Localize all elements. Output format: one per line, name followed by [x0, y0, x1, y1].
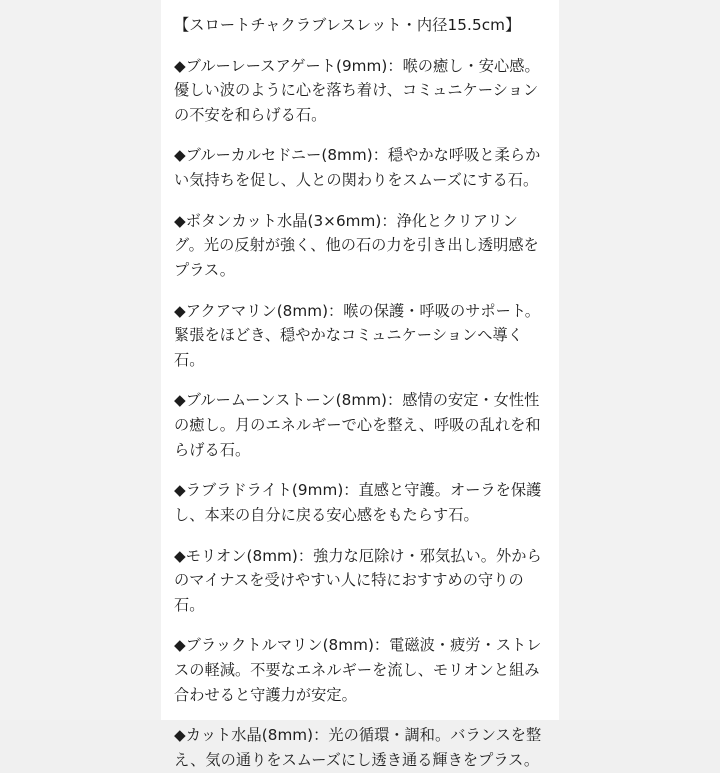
- stone-entry-blue-lace-agate: [174, 54, 547, 128]
- stone-entry-blue-moonstone: [174, 388, 547, 462]
- stone-entry-black-tourmaline: [174, 633, 547, 707]
- stone-entry-aquamarine: [174, 299, 547, 373]
- stone-entry-text: ◆モリオン(8mm)：強力な厄除け・邪気払い。外からのマイナスを受けやすい人に特におすすめの守りの石。: [174, 546, 542, 614]
- stone-entry-text: ◆ブラックトルマリン(8mm)：電磁波・疲労・ストレスの軽減。不要なエネルギーを流し、モリオンと組み合わせると守護力が安定。: [174, 636, 542, 704]
- stone-entry-cut-crystal: [174, 723, 547, 772]
- stone-entry-blue-chalcedony: [174, 143, 547, 192]
- document-sheet: [161, 0, 559, 769]
- stone-entry-text: ◆ボタンカット水晶(3×6mm)：浄化とクリアリング。光の反射が強く、他の石の力を引き出し透明感をプラス。: [174, 211, 539, 279]
- stone-entry-labradorite: [174, 478, 547, 527]
- stone-entry-text: ◆ラブラドライト(9mm)：直感と守護。オーラを保護し、本来の自分に戻る安心感をもたらす石。: [174, 481, 542, 524]
- document-title: 【スロートチャクラブレスレット・内径15.5cm】: [174, 16, 521, 34]
- stone-entry-text: ◆ブルーカルセドニー(8mm)：穏やかな呼吸と柔らかい気持ちを促し、人との関わりをスムーズにする石。: [174, 146, 541, 190]
- stone-entry-morion: [174, 544, 547, 618]
- stone-entry-text: ◆アクアマリン(8mm)：喉の保護・呼吸のサポート。緊張をほどき、穏やかなコミュニケーションへ導く石。: [174, 301, 541, 369]
- stone-entry-text: ◆カット水晶(8mm)：光の循環・調和。バランスを整え、気の通りをスムーズにし透き通る輝きをプラス。: [174, 726, 542, 769]
- stone-entry-button-cut-crystal: [174, 209, 547, 283]
- stone-entry-text: ◆ブルームーンストーン(8mm)：感情の安定・女性性の癒し。月のエネルギーで心を整え、呼吸の乱れを和らげる石。: [174, 391, 541, 459]
- stone-entry-text: ◆ブルーレースアゲート(9mm)：喉の癒し・安心感。優しい波のように心を落ち着け、コミュニケーションの不安を和らげる石。: [174, 56, 540, 124]
